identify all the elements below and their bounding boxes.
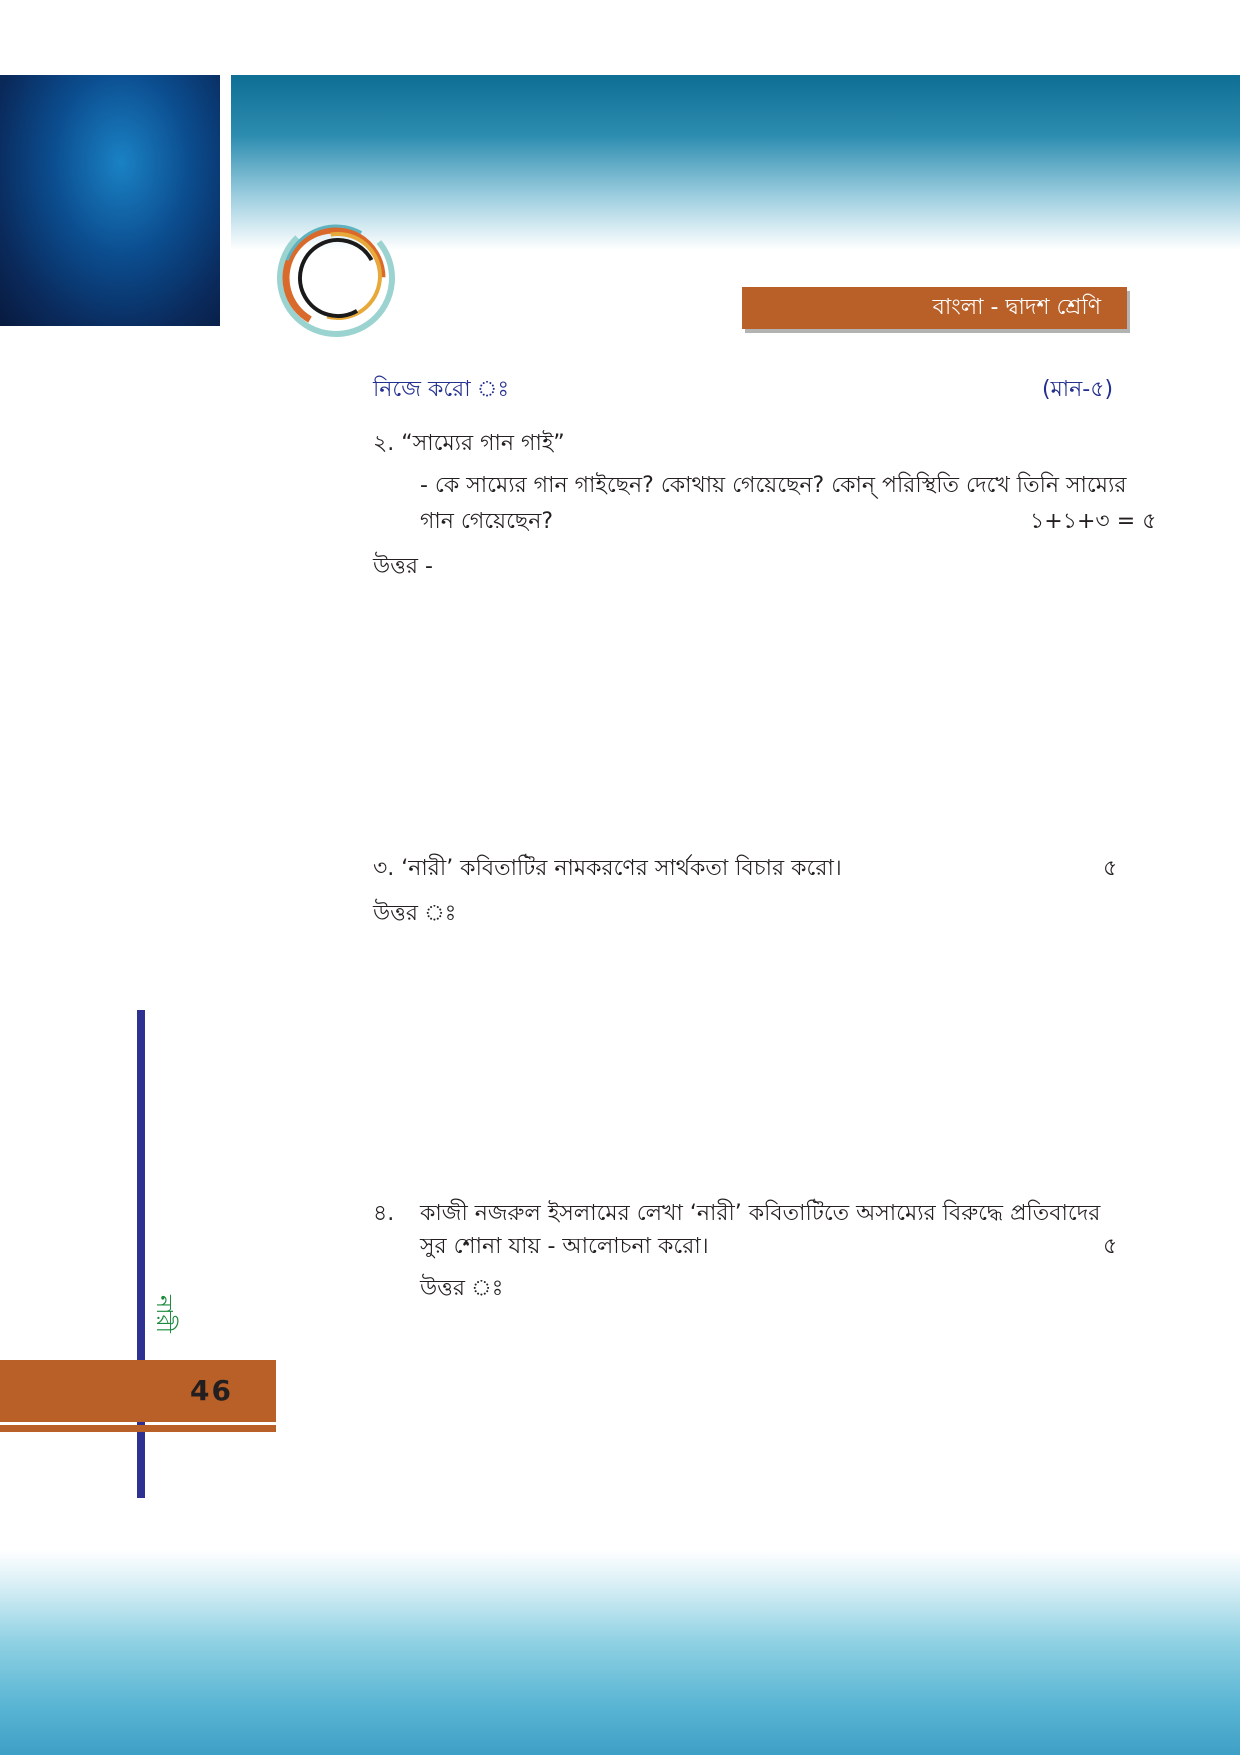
answer-3-label: উত্তর ঃ [373,901,457,926]
question-2-body-line-1: - কে সাম্যের গান গাইছেন? কোথায় গেয়েছেন? কোন্ পরিস্থিতি দেখে তিনি সাম্যের [420,473,1127,498]
page-number-band [0,1360,276,1422]
subject-class-label: বাংলা - দ্বাদশ শ্রেণি [742,287,1127,329]
footer-gradient-band [0,1550,1240,1755]
question-2-marks: ১+১+৩ = ৫ [1030,509,1157,534]
question-2-title: ২. “সাম্যের গান গাই” [373,431,565,456]
question-3-marks: ৫ [1103,856,1118,881]
answer-2-label: উত্তর - [373,554,433,579]
question-4-marks: ৫ [1103,1234,1118,1259]
answer-4-label: উত্তর ঃ [420,1276,504,1301]
section-heading: নিজে করো ঃ [373,377,510,402]
question-4-body-line-1: কাজী নজরুল ইসলামের লেখা ‘নারী’ কবিতাটিতে অসাম্যের বিরুদ্ধে প্রতিবাদের [420,1201,1101,1226]
page-number: 46 [190,1374,233,1407]
section-marks: (মান-৫) [1042,377,1114,402]
question-4-number: ৪. [373,1201,395,1226]
page-number-band-line [0,1425,276,1432]
question-2-body-line-2: গান গেয়েছেন? [420,509,554,534]
question-4-body-line-2: সুর শোনা যায় - আলোচনা করো। [420,1234,709,1259]
circular-swirl-icon [264,206,412,346]
header-dark-square [0,75,220,326]
side-chapter-label: নারী [151,1295,176,1333]
question-3-title: ৩. ‘নারী’ কবিতাটির নামকরণের সার্থকতা বিচার করো। [373,856,842,881]
